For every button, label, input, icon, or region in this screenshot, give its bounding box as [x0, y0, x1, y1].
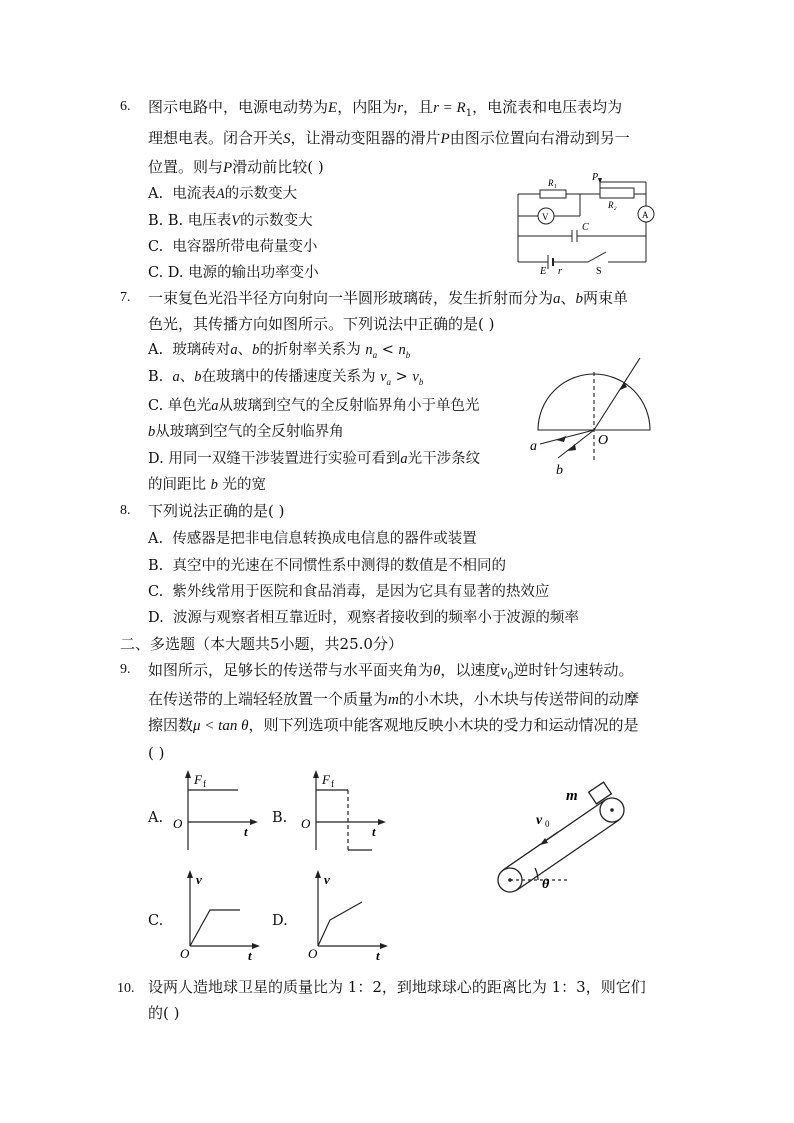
graph-b-y-sub: f [331, 779, 334, 789]
graph-a-origin: O [173, 816, 183, 831]
fig-b-label: b [556, 463, 563, 478]
graph-b-x-label: t [372, 824, 376, 839]
q6-option-c: C. 电容器所带电荷量变小 [148, 239, 318, 255]
q9-answer-paren: ( ) [148, 744, 165, 762]
graph-b-y-label: F [322, 772, 330, 787]
velocity-line [190, 910, 240, 946]
q9-graph-c [172, 870, 262, 963]
q8-number: 8. [120, 503, 131, 518]
q6-condition: r = R [433, 100, 466, 116]
q9-number: 9. [120, 662, 131, 677]
q9-mu-condition: μ < tan θ [193, 718, 249, 734]
q9-line3: 擦因数μ < tan θ，则下列选项中能客观地反映小木块的受力和运动情况的是 [148, 716, 639, 734]
q6-option-a: A. 电流表A的示数变大 [148, 186, 298, 202]
section-heading-multiple-choice: 二、多选题（本大题共5小题，共25.0分） [120, 635, 403, 653]
q6-option-b: B. B. 电压表V的示数变大 [148, 213, 313, 229]
circuit-v-label: V [542, 212, 549, 222]
resistor-r1 [540, 190, 566, 198]
q8-option-c: C. 紫外线常用于医院和食品消毒，是因为它具有显著的热效应 [148, 584, 550, 600]
q9-graph-b [298, 770, 388, 854]
circuit-r2-label: R₂ [608, 200, 617, 210]
graph-a-y-sub: f [203, 779, 206, 789]
belt-v0-sub: 0 [545, 819, 550, 829]
q8-stem: 下列说法正确的是( ) [148, 502, 285, 520]
q6-line2: 理想电表。闭合开关S，让滑动变阻器的滑片P由图示位置向右滑动到另一 [148, 129, 630, 147]
q7-option-d-line2: 的间距比 b 光的宽 [148, 477, 266, 493]
q7-option-c-line1: C. 单色光a从玻璃到空气的全反射临界角小于单色光 [148, 398, 480, 414]
belt-m-label: m [566, 788, 578, 804]
q6-line3: 位置。则与P滑动前比较( ) [148, 158, 324, 176]
q9-graph-a [170, 770, 260, 854]
graph-a-x-label: t [244, 824, 248, 839]
incident-ray [594, 358, 640, 430]
switch-s [588, 252, 606, 262]
q7-number: 7. [120, 290, 131, 305]
q7-option-c-line2: b从玻璃到空气的全反射临界角 [148, 424, 344, 440]
circuit-r-label: r [558, 266, 562, 277]
q9-conveyor-belt-figure [490, 780, 640, 900]
circuit-c-label: C [582, 222, 589, 233]
q9-graph-b-label: B. [272, 810, 288, 826]
graph-d-origin: O [308, 946, 318, 961]
q7-line1: 一束复色光沿半径方向射向一半圆形玻璃砖，发生折射而分为a、b两束单 [148, 289, 629, 307]
q9-graph-d-label: D. [272, 913, 288, 929]
ray-a [540, 430, 594, 444]
graph-c-x-label: t [248, 948, 252, 963]
q9-graph-c-label: C. [148, 913, 164, 929]
q8-option-a: A. 传感器是把非电信息转换成电信息的器件或装置 [148, 531, 477, 547]
q7-option-a: A. 玻璃砖对a、b的折射率关系为 $n_a < n_b$ [148, 342, 411, 360]
belt-theta-label: θ [542, 877, 550, 892]
belt-v0-label: v [536, 813, 543, 828]
q9-line2: 在传送带的上端轻轻放置一个质量为m的小木块，小木块与传送带间的动摩 [148, 690, 639, 708]
q9-graph-d [300, 870, 390, 963]
q7-answer-paren: ( ) [478, 315, 495, 333]
q10-line1: 设两人造地球卫星的质量比为 1：2，到地球球心的距离比为 1：3，则它们 [148, 978, 646, 996]
q6-circuit-diagram [510, 174, 660, 276]
graph-b-origin: O [301, 816, 311, 831]
graph-d-x-label: t [376, 948, 380, 963]
q7-glass-figure [528, 352, 658, 477]
q7-line2: 色光，其传播方向如图所示。下列说法中正确的是( ) [148, 315, 495, 333]
circuit-p-label: P [592, 172, 599, 183]
q8-option-d: D. 波源与观察者相互靠近时，观察者接收到的频率小于波源的频率 [148, 610, 579, 626]
q7-option-b: B. a、b在玻璃中的传播速度关系为 $v_a > v_b$ [148, 369, 424, 387]
q6-answer-paren: ( ) [307, 158, 324, 176]
q6-line1: 图示电路中，电源电动势为E，内阻为r，且$r = R_1$，电流表和电压表均为 [148, 98, 623, 119]
q9-graph-a-label: A. [148, 810, 164, 826]
graph-a-y-label: F [194, 772, 202, 787]
graph-c-y-label: v [196, 872, 202, 887]
q8-answer-paren: ( ) [268, 502, 285, 520]
q10-answer-paren: ( ) [163, 1004, 180, 1022]
fig-o-label: O [598, 433, 609, 448]
velocity-line [318, 902, 362, 946]
q10-number: 10. [117, 981, 135, 996]
q9-line1: 如图所示，足够长的传送带与水平面夹角为θ，以速度$v_0$逆时针匀速转动。 [148, 661, 634, 682]
q8-option-b: B. 真空中的光速在不同惯性系中测得的数值是不相同的 [148, 558, 506, 574]
q7-option-d-line1: D. 用同一双缝干涉装置进行实验可看到a光干涉条纹 [148, 451, 481, 467]
fig-a-label: a [530, 439, 537, 454]
q6-option-d: C. D. 电源的输出功率变小 [148, 265, 319, 281]
graph-d-y-label: v [324, 872, 330, 887]
circuit-e-label: E [540, 266, 547, 277]
graph-c-origin: O [180, 946, 190, 961]
circuit-a-label: A [642, 210, 649, 220]
rheostat-r2 [600, 188, 634, 198]
circuit-s-label: S [596, 266, 602, 277]
q10-line2: 的( ) [148, 1004, 180, 1022]
q6-number: 6. [120, 99, 131, 114]
circuit-r1-label: R₁ [548, 178, 557, 188]
wood-block [589, 782, 612, 804]
